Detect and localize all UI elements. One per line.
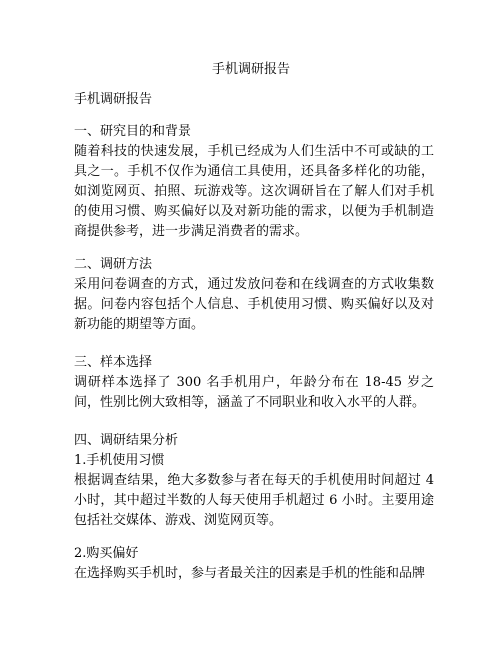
section-paragraph: 在选择购买手机时，参与者最关注的因素是手机的性能和品牌 bbox=[74, 566, 426, 581]
section-paragraph: 随着科技的快速发展，手机已经成为人们生活中不可或缺的工具之一。手机不仅作为通信工具使用，还具备多样化的功能，如浏览网页、拍照、玩游戏等。这次调研旨在了解人们对手机的使用习惯、购买偏好以及对新功能的需求，以便为手机制造商提供参考，进一步满足消费者的需求。 bbox=[74, 144, 434, 239]
section-paragraph: 采用问卷调查的方式，通过发放问卷和在线调查的方式收集数据。问卷内容包括个人信息、手机使用习惯、购买偏好以及对新功能的期望等方面。 bbox=[74, 277, 434, 332]
section-heading: 二、调研方法 bbox=[74, 257, 153, 272]
section-purpose-background bbox=[74, 122, 434, 242]
section-sample bbox=[74, 353, 434, 413]
section-paragraph: 根据调查结果，绝大多数参与者在每天的手机使用时间超过 4 小时，其中超过半数的人每天使用手机超过 6 小时。主要用途包括社交媒体、游戏、浏览网页等。 bbox=[74, 473, 434, 528]
document-subtitle: 手机调研报告 bbox=[74, 92, 153, 107]
document-title: 手机调研报告 bbox=[211, 62, 290, 77]
section-paragraph: 调研样本选择了 300 名手机用户，年龄分布在 18-45 岁之间，性别比例大致相等，涵盖了不同职业和收入水平的人群。 bbox=[74, 375, 434, 410]
subsection-heading: 2.购买偏好 bbox=[74, 546, 139, 561]
section-results bbox=[74, 431, 434, 531]
subsection-heading: 1.手机使用习惯 bbox=[74, 453, 165, 468]
section-purchase-preference bbox=[74, 544, 434, 584]
section-method bbox=[74, 255, 434, 335]
section-heading: 三、样本选择 bbox=[74, 355, 153, 370]
section-heading: 四、调研结果分析 bbox=[74, 433, 179, 448]
section-heading: 一、研究目的和背景 bbox=[74, 124, 192, 139]
